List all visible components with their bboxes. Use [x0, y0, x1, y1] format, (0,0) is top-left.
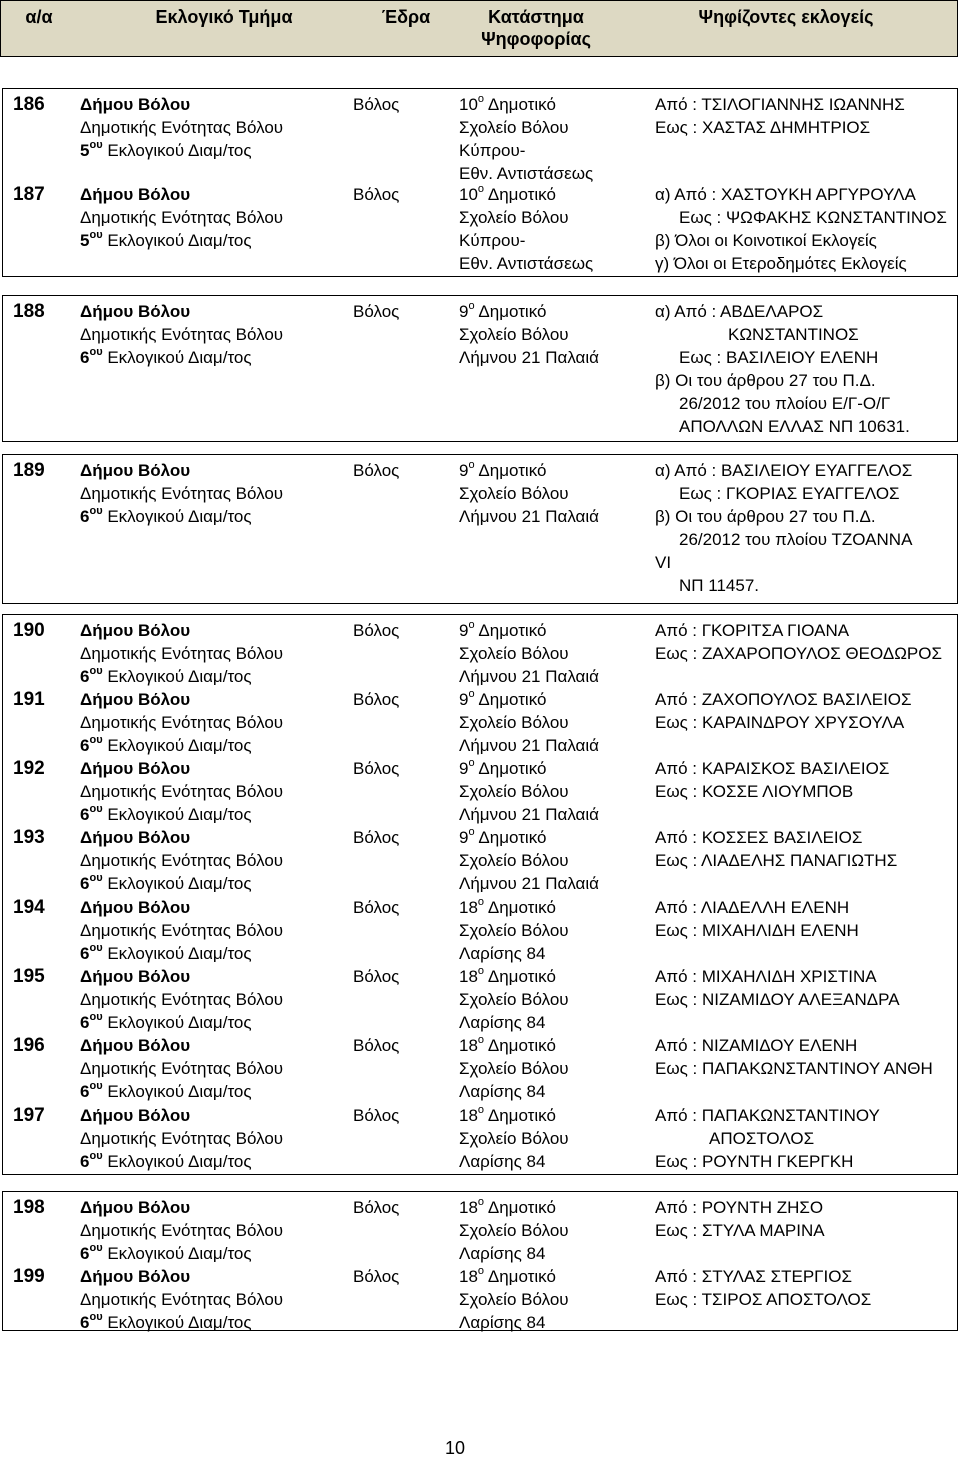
voters-line: Εως : ΜΙΧΑΗΛΙΔΗ ΕΛΕΝΗ [655, 921, 859, 940]
ordinal-suffix: ου [89, 803, 103, 816]
school-number: 18 [459, 967, 478, 986]
school-number-suffix: ο [477, 93, 485, 106]
voters-line: Εως : ΣΤΥΛΑ ΜΑΡΙΝΑ [655, 1221, 825, 1240]
header-store-line1: Κατάστημα [488, 7, 584, 27]
school-name [459, 183, 593, 206]
voters-range [655, 1034, 933, 1080]
school-address: Κύπρου- [459, 231, 526, 250]
school-name [459, 965, 569, 988]
polling-station [459, 965, 569, 1034]
municipal-unit-name: Δημοτικής Ενότητας Βόλου [80, 1290, 284, 1309]
school-city: Σχολείο Βόλου [459, 851, 569, 870]
municipality-name: Δήμου Βόλου [80, 95, 191, 114]
school-address: Λαρίσης 84 [459, 1013, 546, 1032]
municipal-unit-name: Δημοτικής Ενότητας Βόλου [80, 325, 284, 344]
section-description [80, 1104, 283, 1173]
municipal-unit-name: Δημοτικής Ενότητας Βόλου [80, 118, 284, 137]
table-header [0, 0, 958, 57]
school-city: Σχολείο Βόλου [459, 1129, 569, 1148]
district-line [80, 1011, 283, 1034]
district-ordinal: 6 [80, 1244, 90, 1263]
voters-line: α) Από : ΧΑΣΤΟΥΚΗ ΑΡΓΥΡΟΥΛΑ [655, 185, 916, 204]
school-type: Δημοτικό [487, 967, 556, 986]
municipality-name: Δήμου Βόλου [80, 621, 191, 640]
school-address: Κύπρου- [459, 141, 526, 160]
voters-line: VI [655, 553, 672, 572]
voters-line: ΑΠΟΣΤΟΛΟΣ [709, 1129, 815, 1148]
municipality-name: Δήμου Βόλου [80, 759, 191, 778]
school-type: Δημοτικό [478, 828, 547, 847]
school-city: Σχολείο Βόλου [459, 484, 569, 503]
school-name [459, 459, 599, 482]
section-description [80, 183, 283, 252]
voters-range [655, 93, 905, 139]
school-number-suffix: ο [468, 826, 475, 839]
district-suffix: Εκλογικού Διαμ/τος [107, 141, 252, 160]
district-suffix: Εκλογικού Διαμ/τος [107, 231, 252, 250]
section-description [80, 459, 283, 528]
district-line [80, 505, 283, 528]
school-name [459, 93, 593, 116]
section-number: 197 [13, 1105, 45, 1126]
municipality-name: Δήμου Βόλου [80, 302, 191, 321]
school-type: Δημοτικό [487, 898, 556, 917]
school-number: 9 [459, 759, 469, 778]
header-store-line2: Ψηφοφορίας [481, 29, 591, 49]
school-address: Εθν. Αντιστάσεως [459, 164, 594, 183]
seat-city: Βόλος [353, 690, 400, 709]
section-description [80, 1034, 283, 1103]
ordinal-suffix: ου [89, 872, 103, 885]
school-city: Σχολείο Βόλου [459, 325, 569, 344]
school-name [459, 619, 599, 642]
school-name [459, 1196, 569, 1219]
voters-range [655, 1265, 871, 1311]
voters-line: Εως : ΒΑΣΙΛΕΙΟΥ ΕΛΕΝΗ [679, 348, 879, 367]
municipal-unit-name: Δημοτικής Ενότητας Βόλου [80, 208, 284, 227]
voters-line: Εως : ΚΟΣΣΕ ΛΙΟΥΜΠΟΒ [655, 782, 854, 801]
school-type: Δημοτικό [478, 690, 547, 709]
district-ordinal: 5 [80, 141, 90, 160]
ordinal-suffix: ου [89, 1011, 103, 1024]
school-number: 9 [459, 621, 469, 640]
school-number-suffix: ο [477, 1196, 485, 1209]
municipality-name: Δήμου Βόλου [80, 461, 191, 480]
school-address: Λήμνου 21 Παλαιά [459, 348, 599, 367]
school-city: Σχολείο Βόλου [459, 990, 569, 1009]
group-block [2, 614, 958, 1175]
school-type: Δημοτικό [487, 1036, 556, 1055]
municipal-unit-name: Δημοτικής Ενότητας Βόλου [80, 1059, 284, 1078]
ordinal-suffix: ου [89, 734, 103, 747]
voters-line: ΝΠ 11457. [679, 576, 760, 595]
school-address: Λαρίσης 84 [459, 1244, 546, 1263]
ordinal-suffix: ου [89, 1150, 103, 1163]
voters-line: Από : ΚΟΣΣΕΣ ΒΑΣΙΛΕΙΟΣ [655, 828, 863, 847]
school-city: Σχολείο Βόλου [459, 1059, 569, 1078]
municipality-name: Δήμου Βόλου [80, 690, 191, 709]
school-name [459, 757, 599, 780]
voters-line: Εως : ΓΚΟΡΙΑΣ ΕΥΑΓΓΕΛΟΣ [679, 484, 900, 503]
voters-range [655, 183, 947, 275]
polling-station [459, 459, 599, 528]
seat-city: Βόλος [353, 95, 400, 114]
school-number: 10 [459, 185, 478, 204]
voters-line: Από : ΝΙΖΑΜΙΔΟΥ ΕΛΕΝΗ [655, 1036, 858, 1055]
school-address: Λήμνου 21 Παλαιά [459, 507, 599, 526]
school-number: 9 [459, 828, 469, 847]
voters-range [655, 300, 910, 438]
district-suffix: Εκλογικού Διαμ/τος [107, 805, 252, 824]
section-number: 192 [13, 758, 45, 779]
section-number: 196 [13, 1035, 45, 1056]
school-city: Σχολείο Βόλου [459, 118, 569, 137]
group-block [2, 295, 958, 442]
polling-station [459, 896, 569, 965]
seat-city: Βόλος [353, 828, 400, 847]
district-ordinal: 6 [80, 805, 90, 824]
district-line [80, 665, 283, 688]
district-line [80, 1311, 283, 1334]
voters-line: Από : ΓΚΟΡΙΤΣΑ ΓΙΟΑΝΑ [655, 621, 850, 640]
section-description [80, 965, 283, 1034]
district-suffix: Εκλογικού Διαμ/τος [107, 1013, 252, 1032]
municipal-unit-name: Δημοτικής Ενότητας Βόλου [80, 851, 284, 870]
school-number-suffix: ο [468, 688, 475, 701]
section-number: 193 [13, 827, 45, 848]
school-name [459, 826, 599, 849]
school-number-suffix: ο [477, 896, 485, 909]
school-type: Δημοτικό [487, 95, 556, 114]
voters-line: Από : ΜΙΧΑΗΛΙΔΗ ΧΡΙΣΤΙΝΑ [655, 967, 877, 986]
school-number: 10 [459, 95, 478, 114]
district-line [80, 229, 283, 252]
municipal-unit-name: Δημοτικής Ενότητας Βόλου [80, 990, 284, 1009]
school-number: 18 [459, 1198, 478, 1217]
header-store [461, 6, 611, 50]
school-name [459, 1034, 569, 1057]
voters-line: Εως : ΡΟΥΝΤΗ ΓΚΕΡΓΚΗ [655, 1152, 854, 1171]
district-line [80, 803, 283, 826]
school-address: Λήμνου 21 Παλαιά [459, 805, 599, 824]
school-type: Δημοτικό [487, 1106, 556, 1125]
school-address: Λαρίσης 84 [459, 1152, 546, 1171]
district-line [80, 1242, 283, 1265]
seat-city: Βόλος [353, 302, 400, 321]
municipal-unit-name: Δημοτικής Ενότητας Βόλου [80, 1221, 284, 1240]
seat-city: Βόλος [353, 967, 400, 986]
header-seat: Έδρα [381, 7, 431, 27]
page-number: 10 [444, 1438, 466, 1458]
section-number: 189 [13, 460, 45, 481]
ordinal-suffix: ου [89, 1080, 103, 1093]
section-number: 199 [13, 1266, 45, 1287]
district-ordinal: 6 [80, 1082, 90, 1101]
polling-station [459, 688, 599, 757]
district-line [80, 1080, 283, 1103]
voters-line: Εως : ΤΣΙΡΟΣ ΑΠΟΣΤΟΛΟΣ [655, 1290, 872, 1309]
voters-line: Από : ΠΑΠΑΚΩΝΣΤΑΝΤΙΝΟΥ [655, 1106, 880, 1125]
school-address: Λήμνου 21 Παλαιά [459, 667, 599, 686]
school-address: Λήμνου 21 Παλαιά [459, 736, 599, 755]
voters-line: Εως : ΠΑΠΑΚΩΝΣΤΑΝΤΙΝΟΥ ΑΝΘΗ [655, 1059, 933, 1078]
ordinal-suffix: ου [89, 139, 103, 152]
voters-line: Από : ΤΣΙΛΟΓΙΑΝΝΗΣ ΙΩΑΝΝΗΣ [655, 95, 905, 114]
seat-city: Βόλος [353, 1198, 400, 1217]
district-ordinal: 6 [80, 348, 90, 367]
polling-station [459, 826, 599, 895]
voters-line: α) Από : ΒΑΣΙΛΕΙΟΥ ΕΥΑΓΓΕΛΟΣ [655, 461, 913, 480]
district-suffix: Εκλογικού Διαμ/τος [107, 667, 252, 686]
school-type: Δημοτικό [478, 302, 547, 321]
voters-line: 26/2012 του πλοίου ΤΖΟΑΝΝΑ [679, 530, 913, 549]
school-name [459, 896, 569, 919]
school-type: Δημοτικό [487, 1198, 556, 1217]
municipality-name: Δήμου Βόλου [80, 185, 191, 204]
municipality-name: Δήμου Βόλου [80, 828, 191, 847]
school-number-suffix: ο [468, 459, 475, 472]
school-address: Λήμνου 21 Παλαιά [459, 874, 599, 893]
school-address: Λαρίσης 84 [459, 1313, 546, 1332]
district-line [80, 872, 283, 895]
district-line [80, 139, 283, 162]
municipality-name: Δήμου Βόλου [80, 967, 191, 986]
district-ordinal: 6 [80, 1152, 90, 1171]
voters-range [655, 965, 900, 1011]
voters-line: γ) Όλοι οι Ετεροδημότες Εκλογείς [655, 254, 907, 273]
section-description [80, 757, 283, 826]
school-number: 18 [459, 1267, 478, 1286]
district-line [80, 346, 283, 369]
polling-station [459, 183, 593, 275]
municipal-unit-name: Δημοτικής Ενότητας Βόλου [80, 782, 284, 801]
district-suffix: Εκλογικού Διαμ/τος [107, 1082, 252, 1101]
district-ordinal: 6 [80, 1313, 90, 1332]
municipal-unit-name: Δημοτικής Ενότητας Βόλου [80, 644, 284, 663]
school-number-suffix: ο [477, 965, 485, 978]
voters-range [655, 1196, 825, 1242]
seat-city: Βόλος [353, 759, 400, 778]
school-city: Σχολείο Βόλου [459, 921, 569, 940]
school-number: 9 [459, 302, 469, 321]
school-number-suffix: ο [477, 183, 485, 196]
section-description [80, 619, 283, 688]
voters-range [655, 896, 859, 942]
polling-station [459, 93, 593, 185]
district-suffix: Εκλογικού Διαμ/τος [107, 1152, 252, 1171]
polling-station [459, 619, 599, 688]
voters-line: Εως : ΚΑΡΑΙΝΔΡΟΥ ΧΡΥΣΟΥΛΑ [655, 713, 905, 732]
municipal-unit-name: Δημοτικής Ενότητας Βόλου [80, 713, 284, 732]
school-address: Λαρίσης 84 [459, 944, 546, 963]
school-number: 9 [459, 690, 469, 709]
group-block [2, 1191, 958, 1331]
school-city: Σχολείο Βόλου [459, 713, 569, 732]
district-suffix: Εκλογικού Διαμ/τος [107, 874, 252, 893]
seat-city: Βόλος [353, 1267, 400, 1286]
voters-line: 26/2012 του πλοίου Ε/Γ-Ο/Γ [679, 394, 891, 413]
ordinal-suffix: ου [89, 1242, 103, 1255]
school-city: Σχολείο Βόλου [459, 644, 569, 663]
district-ordinal: 6 [80, 874, 90, 893]
voters-line: β) Οι του άρθρου 27 του Π.Δ. [655, 371, 876, 390]
voters-line: ΚΩΝΣΤΑΝΤΙΝΟΣ [728, 325, 859, 344]
voters-range [655, 619, 942, 665]
polling-station [459, 1104, 569, 1173]
section-number: 198 [13, 1197, 45, 1218]
school-address: Λαρίσης 84 [459, 1082, 546, 1101]
ordinal-suffix: ου [89, 942, 103, 955]
seat-city: Βόλος [353, 621, 400, 640]
district-suffix: Εκλογικού Διαμ/τος [107, 348, 252, 367]
voters-line: Εως : ΧΑΣΤΑΣ ΔΗΜΗΤΡΙΟΣ [655, 118, 871, 137]
district-suffix: Εκλογικού Διαμ/τος [107, 736, 252, 755]
voters-line: Από : ΡΟΥΝΤΗ ΖΗΣΟ [655, 1198, 824, 1217]
district-suffix: Εκλογικού Διαμ/τος [107, 1313, 252, 1332]
ordinal-suffix: ου [89, 229, 103, 242]
section-number: 188 [13, 301, 45, 322]
school-number-suffix: ο [477, 1104, 485, 1117]
voters-line: β) Όλοι οι Κοινοτικοί Εκλογείς [655, 231, 877, 250]
school-type: Δημοτικό [478, 621, 547, 640]
section-description [80, 300, 283, 369]
ordinal-suffix: ου [89, 505, 103, 518]
school-type: Δημοτικό [478, 759, 547, 778]
voters-range [655, 1104, 880, 1173]
polling-station [459, 757, 599, 826]
school-number-suffix: ο [468, 300, 475, 313]
section-number: 190 [13, 620, 45, 641]
header-voters: Ψηφίζοντες εκλογείς [698, 7, 874, 27]
ordinal-suffix: ου [89, 1311, 103, 1324]
polling-station [459, 1265, 569, 1334]
section-description [80, 688, 283, 757]
school-type: Δημοτικό [487, 185, 556, 204]
school-name [459, 688, 599, 711]
school-number: 9 [459, 461, 469, 480]
seat-city: Βόλος [353, 1106, 400, 1125]
voters-line: α) Από : ΑΒΔΕΛΑΡΟΣ [655, 302, 824, 321]
polling-station [459, 300, 599, 369]
header-aa: α/α [25, 7, 53, 27]
district-ordinal: 6 [80, 667, 90, 686]
school-name [459, 1265, 569, 1288]
district-line [80, 1150, 283, 1173]
section-description [80, 1196, 283, 1265]
section-description [80, 896, 283, 965]
school-city: Σχολείο Βόλου [459, 1290, 569, 1309]
municipal-unit-name: Δημοτικής Ενότητας Βόλου [80, 921, 284, 940]
voters-line: Από : ΛΙΑΔΕΛΛΗ ΕΛΕΝΗ [655, 898, 850, 917]
district-suffix: Εκλογικού Διαμ/τος [107, 1244, 252, 1263]
section-description [80, 1265, 283, 1334]
section-number: 191 [13, 689, 45, 710]
school-city: Σχολείο Βόλου [459, 208, 569, 227]
school-type: Δημοτικό [478, 461, 547, 480]
district-ordinal: 6 [80, 1013, 90, 1032]
polling-station [459, 1034, 569, 1103]
header-section: Εκλογικό Τμήμα [155, 7, 293, 27]
district-ordinal: 6 [80, 736, 90, 755]
school-city: Σχολείο Βόλου [459, 1221, 569, 1240]
voters-line: Εως : ΖΑΧΑΡΟΠΟΥΛΟΣ ΘΕΟΔΩΡΟΣ [655, 644, 942, 663]
voters-range [655, 826, 897, 872]
school-name [459, 1104, 569, 1127]
seat-city: Βόλος [353, 461, 400, 480]
voters-line: Εως : ΛΙΑΔΕΛΗΣ ΠΑΝΑΓΙΩΤΗΣ [655, 851, 898, 870]
school-type: Δημοτικό [487, 1267, 556, 1286]
section-number: 195 [13, 966, 45, 987]
municipality-name: Δήμου Βόλου [80, 1267, 191, 1286]
district-ordinal: 5 [80, 231, 90, 250]
district-ordinal: 6 [80, 507, 90, 526]
district-suffix: Εκλογικού Διαμ/τος [107, 944, 252, 963]
school-address: Εθν. Αντιστάσεως [459, 254, 594, 273]
section-description [80, 826, 283, 895]
municipal-unit-name: Δημοτικής Ενότητας Βόλου [80, 484, 284, 503]
group-block [2, 454, 958, 604]
school-name [459, 300, 599, 323]
voters-line: ΑΠΟΛΛΩΝ ΕΛΛΑΣ ΝΠ 10631. [679, 417, 910, 436]
seat-city: Βόλος [353, 185, 400, 204]
school-number-suffix: ο [477, 1034, 485, 1047]
section-number: 187 [13, 184, 45, 205]
ordinal-suffix: ου [89, 665, 103, 678]
municipal-unit-name: Δημοτικής Ενότητας Βόλου [80, 1129, 284, 1148]
district-line [80, 734, 283, 757]
seat-city: Βόλος [353, 1036, 400, 1055]
district-ordinal: 6 [80, 944, 90, 963]
school-city: Σχολείο Βόλου [459, 782, 569, 801]
municipality-name: Δήμου Βόλου [80, 1106, 191, 1125]
polling-station [459, 1196, 569, 1265]
school-number: 18 [459, 1106, 478, 1125]
group-block [2, 88, 958, 277]
voters-line: Εως : ΝΙΖΑΜΙΔΟΥ ΑΛΕΞΑΝΔΡΑ [655, 990, 900, 1009]
municipality-name: Δήμου Βόλου [80, 1036, 191, 1055]
voters-range [655, 757, 889, 803]
voters-line: β) Οι του άρθρου 27 του Π.Δ. [655, 507, 876, 526]
voters-line: Από : ΣΤΥΛΑΣ ΣΤΕΡΓΙΟΣ [655, 1267, 852, 1286]
voters-range [655, 688, 912, 734]
school-number-suffix: ο [468, 619, 475, 632]
voters-line: Από : ΖΑΧΟΠΟΥΛΟΣ ΒΑΣΙΛΕΙΟΣ [655, 690, 912, 709]
seat-city: Βόλος [353, 898, 400, 917]
school-number: 18 [459, 898, 478, 917]
municipality-name: Δήμου Βόλου [80, 1198, 191, 1217]
school-number-suffix: ο [477, 1265, 485, 1278]
section-number: 186 [13, 94, 45, 115]
district-suffix: Εκλογικού Διαμ/τος [107, 507, 252, 526]
voters-line: Εως : ΨΩΦΑΚΗΣ ΚΩΝΣΤΑΝΤΙΝΟΣ [679, 208, 947, 227]
section-description [80, 93, 283, 162]
voters-range [655, 459, 912, 597]
school-number-suffix: ο [468, 757, 475, 770]
section-number: 194 [13, 897, 45, 918]
voters-line: Από : ΚΑΡΑΙΣΚΟΣ ΒΑΣΙΛΕΙΟΣ [655, 759, 890, 778]
school-number: 18 [459, 1036, 478, 1055]
ordinal-suffix: ου [89, 346, 103, 359]
district-line [80, 942, 283, 965]
municipality-name: Δήμου Βόλου [80, 898, 191, 917]
